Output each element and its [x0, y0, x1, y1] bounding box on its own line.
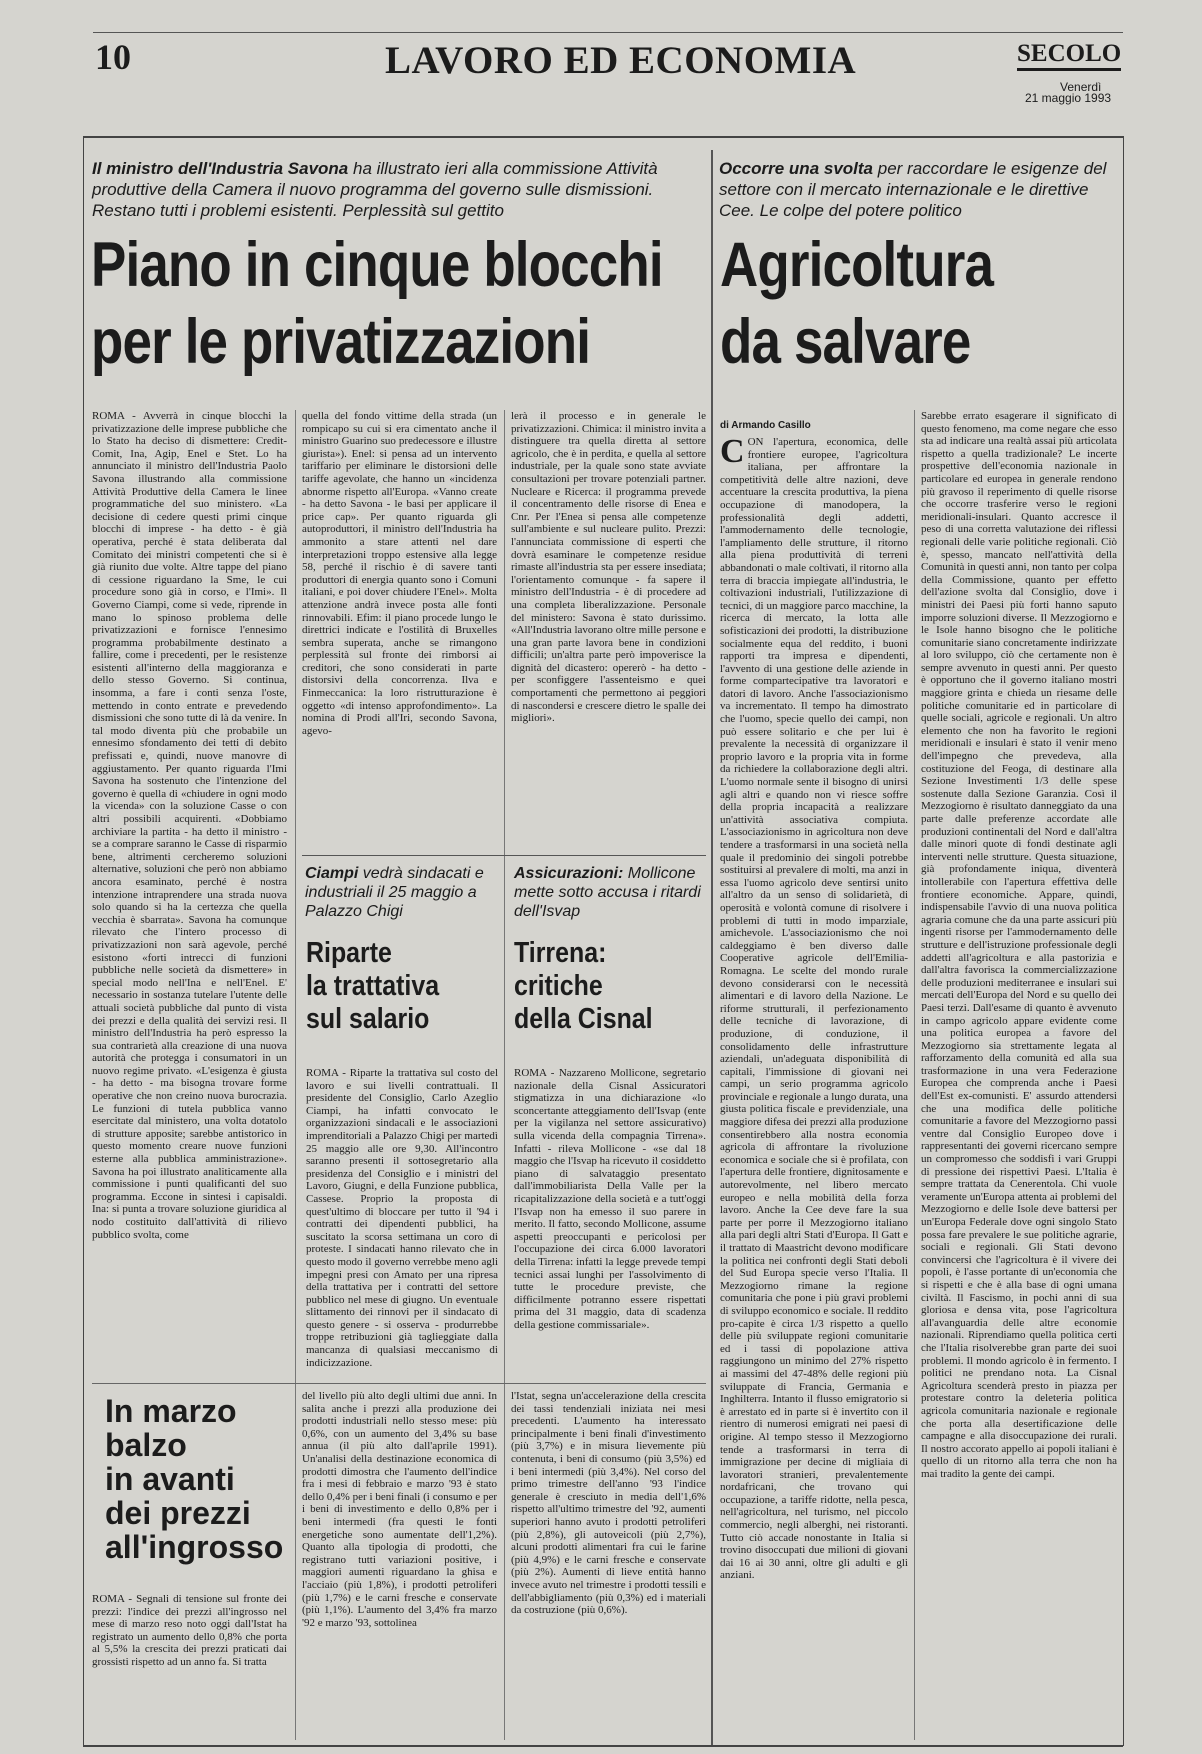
page-number: 10	[95, 37, 131, 77]
privatization-col-1: ROMA - Avverrà in cinque blocchi la privatizzazione delle imprese pubbliche che lo Stato ha deciso di dismettere: Credit-Comit, Ina, Agip, Enel e Stet. Lo ha annunciato il ministro dell'Industria Paolo Savona illustrando alla commissione Attività Produttive della Camera le linee programmatiche del suo ministero. «La decisione di cedere questi primi cinque blocchi di imprese - ha detto - è già operativa, perché è stata deliberata dal Comitato dei ministri competenti che si è già riunito due volte. Altre tappe del piano di cessione riguardano la Sme, le cui procedure sono già in corso, e l'Imi». Il Governo Ciampi, come si vede, riprende in mano lo spinoso problema delle privatizzazioni e fornisce l'ennesimo programma probabilmente destinato a fallire, come i precedenti, per le resistenze esistenti all'interno della maggioranza e dello stesso Governo. Si continua, insomma, a fare i conti senza l'oste, mettendo in conto entrate e prevedendo dismissioni che sono tutte di là da venire. In tal modo diventa più che probabile un ennesimo sfondamento dei tetti di debito prefissati e, quindi, nuove manovre di aggiustamento. Per quanto riguarda l'Imi Savona ha sostenuto che l'intenzione del governo è quella di «chiudere in ogni modo la vicenda» con la soluzione Casse o con altri possibili acquirenti. «Dobbiamo archiviare la partita - ha detto il ministro - se a comprare saranno le Casse di risparmio bene, altrimenti cercheremo soluzioni alternative, soluzioni che però non abbiamo ancora esaminato, perché è nostra intenzione intraprendere una strada nuova solo quando si ha la certezza che quella vecchia è sbarrata». Savona ha comunque rilevato che l'intero processo di privatizzazioni non sarà agevole, perché esistono «forti intrecci di funzioni pubbliche nelle società da dismettere» in special modo nell'Ina e nell'Enel. E' necessario in sostanza tutelare l'utente delle attuali società pubbliche dal punto di vista dei prezzi e della qualità dei servizi resi. Il ministro dell'Industria ha però espresso la sua contrarietà alla creazione di una nuova autorità che protegga i consumatori in un nuovo regime privato. «L'esigenza è giusta - ha detto - ma bisogna trovare forme operative che non creino nuova burocrazia. Le funzioni di tutela pubblica vanno esercitate dal ministero, una volta dotatolo di strutture apposite; sarebbe antistorico in questo momento creare nuove funzioni esterne alla pubblica amministrazione». Savona ha poi illustrato analiticamente alla commissione i punti qualificanti del suo programma. Eccone in sintesi i capisaldi. Ina: si punta a trovare soluzione giuridica al nodo costituito dall'attività di rilievo pubblico svolta, come	[92, 410, 287, 1241]
prices-headline-5: all'ingrosso	[105, 1529, 284, 1565]
tirrena-headline-1: Tirrena:	[514, 937, 607, 969]
col-rule-d	[914, 410, 915, 1740]
salary-body: ROMA - Riparte la trattativa sul costo del lavoro e sui livelli contrattuali. Il presidente del Consiglio, Carlo Azeglio Ciampi, ha infatti convocato le organizzazioni sindacali e le associazioni imprenditoriali a Palazzo Chigi per martedì 25 maggio alle ore 9,30. All'incontro saranno presenti il sottosegretario alla presidenza del Consiglio e i ministri del Lavoro, Giugni, e della Funzione pubblica, Cassese. Proprio la proposta di quest'ultimo di bloccare per tutto il '94 i contratti dei dipendenti pubblici, ha suscitato la scorsa settimana un coro di proteste. I sindacati hanno rilevato che in questo modo il governo verrebbe meno agli impegni presi con Amato per una ripresa della trattativa per i contratti del settore pubblico nel mese di giugno. Un eventuale slittamento dei rinnovi per il sindacato di questo genere - si osserva - produrrebbe troppe retribuzioni già taglieggiate dalla mancanza di qualsiasi meccanismo di indicizzazione.	[306, 1067, 498, 1369]
privatization-headline-1: Piano in cinque blocchi	[91, 230, 663, 300]
agriculture-col-1	[720, 436, 908, 1736]
col-rule-a	[295, 410, 296, 1740]
newspaper-logo: SECOLO	[1017, 40, 1121, 71]
privatization-col-3: lerà il processo e in generale le privatizzazioni. Chimica: il ministro invita a distinguere tra quella diretta al settore agricolo, che è in perdita, e quella al settore industriale, per la quale sono state avviate consultazioni per trovare potenziali partner. Nucleare e Ricerca: il programma prevede il concentramento delle risorse di Enea e Cnr. Per l'Enea si pensa alle competenze sull'ambiente e sul nucleare pulito. Prezzi: l'annunciata commissione di esperti che dovrà esaminare le competenze residue rimaste all'industria sta per essere insediata; l'orientamento comunque - fa sapere il ministro dell'Industria - è di procedere ad una completa liberalizzazione. Personale del ministero: Savona è stato durissimo. «All'Industria lavorano oltre mille persone e una gran parte lavora bene in condizioni difficili; un'altra parte però impoverisce la dignità del dicastero: opererò - ha detto - per sconfiggere l'assenteismo e quei comportamenti che permettono ai peggiori di nascondersi e crescere dietro le spalle dei migliori».	[511, 410, 706, 725]
frame-bottom	[83, 1745, 1123, 1747]
salary-headline-3: sul salario	[306, 1003, 430, 1035]
privatization-headline-2: per le privatizzazioni	[91, 307, 591, 377]
box-rule-2	[92, 1383, 706, 1384]
prices-col-2: del livello più alto degli ultimi due anni. In salita anche i prezzi alla produzione dei prodotti industriali nello stesso mese: più 0,6%, con un aumento del 3,4% su base annua (il più alto dall'aprile 1991). Un'analisi della destinazione economica di prodotti dimostra che l'aumento dell'indice fra i mesi di febbraio e marzo '93 è stato dello 0,4% per i beni finali (i consumo e per i beni di investimento e dello 0,8% per i beni intermedi (fra questi le fonti energetiche sono aumentate dell'1,2%). Quanto alla tipologia di prodotti, che registrano tutti variazioni positive, i maggiori aumenti riguardano la ghisa e l'acciaio (più 1,8%), i prodotti petroliferi (più 1,7%) e le carni fresche e conservate (più 1,1%). L'aumento del 3,4% fra marzo '92 e marzo '93, sottolinea	[302, 1390, 497, 1629]
privatization-kicker: Il ministro dell'Industria Savona ha illustrato ieri alla commissione Attività produttive della Camera il nuovo programma del governo sulle dismissioni. Restano tutti i problemi esistenti. Perplessità sul gettito	[92, 159, 658, 220]
tirrena-body: ROMA - Nazzareno Mollicone, segretario nazionale della Cisnal Assicuratori stigmatizza in una dichiarazione «lo sconcertante atteggiamento dell'Isvap (ente per la vigilanza nel settore assicurativo) sulla vicenda della compagnia Tirrena». Infatti - rileva Mollicone - «se dal 18 maggio che l'Isvap ha ricevuto il cosiddetto piano di salvataggio presentato dall'immobiliarista Della Valle per la ricapitalizzazione della società e a tutt'oggi l'Isvap non ha emesso il suo parere in merito. Il fatto, secondo Mollicone, assume aspetti preoccupanti e pericolosi per l'occupazione dei circa 6.000 lavoratori della Tirrena: infatti la legge prevede tempi tecnici assai lunghi per l'assolvimento di tutte le procedure previste, che difficilmente potranno essere rispettati prima del 31 maggio, data di scadenza della gestione commissariale».	[514, 1067, 706, 1331]
salary-headline-1: Riparte	[306, 937, 392, 969]
col-rule-b	[504, 410, 505, 1740]
tirrena-kicker: Assicurazioni: Mollicone mette sotto accusa i ritardi dell'Isvap	[514, 865, 701, 920]
section-title: LAVORO ED ECONOMIA	[385, 39, 857, 82]
frame-right	[1123, 136, 1124, 1746]
box-rule-1	[302, 855, 706, 856]
top-rule	[93, 32, 1123, 33]
prices-col-3: l'Istat, segna un'accelerazione della crescita dei tassi tendenziali iniziata nei mesi precedenti. L'aumento ha interessato principalmente i beni finali d'investimento (più 3,7%) e in misura lievemente più contenuta, i beni di consumo (più 3,5%) ed i beni intermedi (più 3,4%). Nel corso del primo trimestre dell'anno '93 l'indice generale è cresciuto in media dell'1,6% rispetto all'ultimo trimestre del '92, aumenti superiori hanno avuto i prodotti petroliferi (più 2,8%), gli autoveicoli (più 2,7%), alcuni prodotti alimentari fra cui le farine (più 4,9%) e le carni fresche e conservate (più 2%). Aumenti di lieve entità hanno invece avuto nel trimestre i prodotti tessili e dell'abbigliamento (più 0,3%) ed i materiali da costruzione (più 0,6%).	[511, 1390, 706, 1617]
frame-left	[83, 136, 84, 1746]
agriculture-col-1-text: ON l'apertura, economica, delle frontiere europee, l'agricoltura italiana, per affrontare la competitività delle altre nazioni, deve accentuare la crescita produttiva, la piena occupazione di manodopera, la professionalità degli addetti, l'ammodernamento delle tecnologie, l'ampliamento delle strutture, il ritorno alla piena produttività di terreni abbandonati o male coltivati, il ritorno alla terra di braccia impiegate all'industria, le coltivazioni industriali, l'utilizzazione di tecnici, di un maggiore parco macchine, la ricerca di mercato, la lotta alle sofisticazioni dei prodotti, la distribuzione socialmente equa del reddito, i buoni rapporti tra impresa e dipendenti, l'avvento di una gestione delle aziende in forme compartecipative tra lavoratori e datori di lavoro. Anche l'associazionismo va incrementato. Il tempo ha dimostrato che l'uomo, specie quello dei campi, non può essere solitario e che per lui è prevalente la necessità di organizzare il proprio lavoro e la propria vita in forme da richiedere la collaborazione degli altri. L'uomo normale sente il bisogno di unirsi agli altri e quando non vi riesce soffre della propria incapacità a realizzare un'attività associativa compiuta. L'associazionismo in agricoltura non deve tendere a trasformarsi in una società nella quale il predominio dei singoli potrebbe sostituirsi al prevalere di molti, ma anzi in essa l'uomo agricolo deve sentirsi unito all'altro da un senso di solidarietà, di operosità e volontà comune di risolvere i problemi di tutti in modo imparziale, amichevole. L'associazionismo che noi caldeggiamo è ben diverso dalle Cooperative agricole dell'Emilia-Romagna. Le scelte del mondo rurale devono considerarsi con le necessità alimentari e di lavoro della Nazione. Le riforme strutturali, il perfezionamento delle tecniche di lavorazione, di produzione, di conduzione, il consolidamento delle infrastrutture aziendali, un'adeguata disponibilità di capitali, l'immissione di giovani nei campi, un serio programma agricolo provinciale e regionale a lungo durata, una giusta politica fiscale e previdenziale, una maggiore difesa dei prezzi alla produzione consentirebbero alla nostra economia agricola di affrontare la rivoluzione economica e sociale che si è profilata, con l'apertura delle frontiere, dignitosamente e autorevolmente, nel libero mercato europeo e nella mobilità della forza lavoro. Anche la Cee deve fare la sua parte per porre il Mezzogiorno italiano alla pari degli altri Stati d'Europa. Il Gatt e il trattato di Maastricht devono modificare la politica nei confronti degli Stati deboli del Sud Europa specie verso l'Italia. Il Mezzogiorno rimane la regione comunitaria che pone i più gravi problemi di sviluppo economico e sociale. Il reddito pro-capite è circa 1/3 rispetto a quello delle più sviluppate regioni comunitarie ed i tassi di popolazione attiva raggiungono un minimo del 27% rispetto ai massimi del 47-48% delle regioni più sviluppate di Francia, Germania e Inghilterra. Intanto il flusso emigratorio si è arrestato ed in parte si è invertito con il rientro di numerosi emigrati nei paesi di origine. Al tempo stesso il Mezzogiorno tende a trasformarsi in terra di immigrazione per decine di migliaia di lavoratori stranieri, prevalentemente nordafricani, che trovano qui occupazione, a tariffe ridotte, nella pesca, nell'agricoltura, nel turismo, nel piccolo commercio, negli alberghi, nei ristoranti. Tutto ciò accade nonostante in Italia si trovino disoccupati due milioni di giovani dai 16 ai 30 anni, oltre gli adulti e gli anziani.	[720, 436, 908, 1582]
prices-headline-1: In marzo	[105, 1393, 237, 1429]
tirrena-headline-3: della Cisnal	[514, 1003, 653, 1035]
tirrena-headline-2: critiche	[514, 970, 603, 1002]
salary-headline-2: la trattativa	[306, 970, 440, 1002]
privatization-col-2: quella del fondo vittime della strada (un rompicapo su cui si era cimentato anche il ministro Guarino suo predecessore e illustre giurista»). Enel: si pensa ad un intervento tariffario per eliminare le distorsioni delle tariffe agevolate, che hanno un «incidenza abnorme rispetto all'Europa. «Vanno create - ha detto Savona - le basi per applicare il price cap». Per quanto riguarda gli autoproduttori, il ministro dell'Industria ha ammonito a stare attenti nel dare interpretazioni troppo estensive alla legge 58, perché il rischio è di savere tanti produttori di energia quanto sono i Comuni italiani, e poi dover chiudere l'Enel». Molta attenzione andrà invece posta alle fonti rinnovabili. Efim: il piano procede lungo le direttrici indicate e l'ostilità di Bruxelles sembra superata, anche se rimangono perplessità sul fronte dei rimborsi ai creditori, che sono considerati in parte distorsivi della concorrenza. Ilva e Finmeccanica: la loro ristrutturazione è oggetto «di intenso approfondimento». La nomina di Prodi all'Iri, secondo Savona, agevo-	[302, 410, 497, 737]
prices-col-1: ROMA - Segnali di tensione sul fronte dei prezzi: l'indice dei prezzi all'ingrosso nel mese di marzo reso noto oggi dall'Istat ha registrato un aumento dello 0,8% che porta al 5,5% la crescita dei prezzi praticati dai grossisti rispetto ad un anno fa. Si tratta	[92, 1593, 287, 1668]
salary-kicker: Ciampi vedrà sindacati e industriali il 25 maggio a Palazzo Chigi	[305, 865, 484, 920]
agriculture-headline-2: da salvare	[720, 307, 971, 377]
agriculture-col-2: Sarebbe errato esagerare il significato di questo fenomeno, ma come negare che esso sta ad indicare una realtà assai più articolata rispetto a quella tradizionale? Le incerte prospettive dell'economia nazionale in particolare ed europea in generale rendono più gravoso il reperimento di quelle risorse che occorre trasferire verso le regioni meridionali-insulari. Quanto accresce il peso di una corretta valutazione dei riflessi regionali delle varie politiche regionali. Ciò è, spesso, mancato nell'attività della Comunità in questi anni, non tanto per colpa della Commissione, quanto per effetto dell'azione svolta dal Consiglio, dove i ministri dei Paesi più forti hanno saputo imporre soluzioni diverse. Il Mezzogiorno e le Isole hanno bisogno che le politiche comunitarie siano concretamente indirizzate al loro sviluppo, ciò che certamente non è sempre avvenuto in questi anni. Per questo è opportuno che il governo italiano mostri maggiore grinta e chieda un riesame delle politiche comunitarie ed in particolare di quelle sociali, agricole e regionali. Un altro elemento che non ha favorito le regioni meridionali e insulari è stato il venir meno dell'impegno che prevedeva, alla costituzione del Feoga, di destinare alla Sezione Investimenti 1/3 delle spese sostenute dalla Sezione Garanzia. Così il Mezzogiorno è risultato danneggiato da una parte dalle preferenze accordate alle produzioni continentali del Nord e dall'altra dalle minori quote di fondi destinate agli interventi nelle strutture. Questa situazione, già profondamente iniqua, diventerà intollerabile con l'apertura effettiva delle frontiere economiche. Appare, quindi, indispensabile l'avvio di una nuova politica agraria comune che da una parte assicuri più ingenti risorse per l'ammodernamento delle strutture e dell'istruzione professionale degli addetti all'agricoltura e alla pastorizia e dall'altra favorisca la commercializzazione delle produzioni mediterranee e insulari sui mercati dell'Europa del Nord e su quello dei Paesi terzi. Dall'esame di quanto è avvenuto in campo agricolo appare evidente come una politica europea a favore del Mezzogiorno sia strettamente legata al rafforzamento della comunità ed alla sua trasformazione in una vera Federazione Europea che comprenda anche i Paesi dell'Est ex-comunisti. E' assurdo attendersi che una modifica delle politiche comunitarie a favore del Mezzogiorno passi ventre dal Consiglio Europeo dove i rappresentanti dei governi ricercano sempre un compromesso che soddisfi i vari Gruppi di pressione dei rispettivi Paesi. L'Italia è sempre trattata da Cenerentola. Chi vuole veramente un'Europa attenta ai problemi del Mezzogiorno e delle Isole deve battersi per un'Europa Federale dove ogni singolo Stato possa fare prevalere le sue politiche agrarie, sociali e regionali. Gli Stati devono convincersi che l'agricoltura è il vivere dei popoli, è l'asse portante di un'economia che si rispetti e che è alla base di ogni umana civiltà. Il Fascismo, in pochi anni di sua gloriosa e densa vita, pose l'agricoltura all'avanguardia delle altre economie nazionali. Riprendiamo quella politica certi che l'Italia risolverebbe gran parte dei suoi problemi. Il mondo agricolo è in fermento. I politici ne prendano nota. La Cisnal Agricoltura scenderà presto in piazza per protestare contro la deleteria politica agricola comunitaria nazionale e regionale che porta alla desertificazione delle campagne e alla disoccupazione dei rurali. Il nostro accorato appello ai popoli italiani è quello di un ritorno alla terra che non ha mai tradito la gente dei campi.	[921, 410, 1117, 1480]
issue-day: Venerdì	[1060, 80, 1102, 94]
drop-cap: C	[720, 436, 745, 470]
agriculture-kicker: Occorre una svolta per raccordare le esigenze del settore con il mercato internazionale e le direttive Cee. Le colpe del potere politico	[719, 159, 1107, 220]
agriculture-byline: di Armando Casillo	[720, 420, 811, 431]
prices-headline-4: dei prezzi	[105, 1495, 251, 1531]
prices-headline-2: balzo	[105, 1427, 187, 1463]
issue-date: 21 maggio 1993	[1025, 91, 1112, 105]
agriculture-headline-1: Agricoltura	[720, 230, 994, 300]
prices-headline-3: in avanti	[105, 1461, 235, 1497]
col-rule-c	[711, 150, 713, 1745]
frame-top	[83, 136, 1123, 138]
